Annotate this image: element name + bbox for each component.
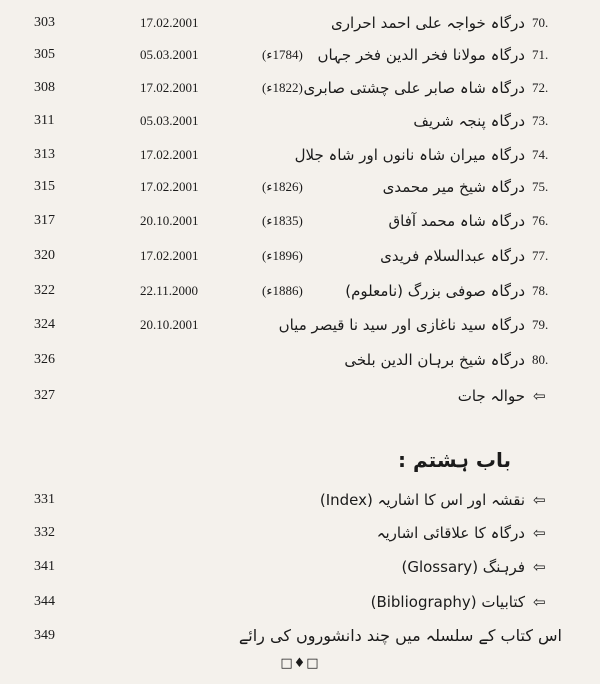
arrow-left-icon: ⇦ — [533, 524, 546, 542]
toc-entry-references — [0, 381, 600, 411]
toc-entry-71 — [0, 40, 600, 70]
page-number: 341 — [34, 559, 55, 574]
page-number: 308 — [34, 80, 55, 95]
entry-title: درگاہ شاہ صابر علی چشتی صابری — [303, 79, 525, 97]
toc-section-item-opinions — [0, 621, 600, 651]
toc-entry-78 — [0, 276, 600, 306]
entry-title: کتابیات (Bibliography) — [370, 593, 525, 611]
entry-date: 17.02.2001 — [140, 248, 199, 263]
page-number: 324 — [34, 317, 55, 332]
section-heading — [398, 448, 511, 472]
entry-date: 20.10.2001 — [140, 213, 199, 228]
entry-title: درگاہ میران شاہ نانوں اور شاہ جلال — [294, 146, 525, 164]
page-number: 349 — [34, 628, 55, 643]
section-colon: : — [398, 448, 406, 472]
entry-number: 73. — [532, 113, 549, 128]
entry-year: (1835ء) — [262, 213, 303, 228]
entry-date: 17.02.2001 — [140, 147, 199, 162]
entry-number: 76. — [532, 213, 549, 228]
toc-entry-76 — [0, 206, 600, 236]
arrow-left-icon: ⇦ — [533, 558, 546, 576]
entry-number: 74. — [532, 147, 549, 162]
page-number: 344 — [34, 594, 55, 609]
page-number: 313 — [34, 147, 55, 162]
arrow-left-icon: ⇦ — [533, 491, 546, 509]
entry-title: درگاہ پنجہ شریف — [413, 112, 525, 130]
toc-entry-79 — [0, 310, 600, 340]
entry-year: (1784ء) — [262, 47, 303, 62]
entry-date: 20.10.2001 — [140, 317, 199, 332]
entry-number: 80. — [532, 352, 549, 367]
entry-number: 70. — [532, 15, 549, 30]
entry-date: 17.02.2001 — [140, 179, 199, 194]
entry-number: 79. — [532, 317, 549, 332]
page-number: 317 — [34, 213, 55, 228]
toc-section-item-regional-index — [0, 518, 600, 548]
entry-date: 17.02.2001 — [140, 15, 199, 30]
page-number: 315 — [34, 179, 55, 194]
entry-date: 05.03.2001 — [140, 113, 199, 128]
page-number: 305 — [34, 47, 55, 62]
entry-title: درگاہ عبدالسلام فریدی — [380, 247, 525, 265]
entry-title: درگاہ سید ناغازی اور سید نا قیصر میاں — [278, 316, 525, 334]
entry-title: نقشہ اور اس کا اشاریہ (Index) — [319, 491, 525, 509]
entry-year: (1896ء) — [262, 248, 303, 263]
arrow-left-icon: ⇦ — [533, 593, 546, 611]
entry-number: 71. — [532, 47, 549, 62]
entry-date: 05.03.2001 — [140, 47, 199, 62]
toc-section-item-glossary — [0, 552, 600, 582]
entry-year: (1826ء) — [262, 179, 303, 194]
entry-title: فرہنگ (Glossary) — [401, 558, 525, 576]
page-number: 322 — [34, 283, 55, 298]
arrow-left-icon: ⇦ — [533, 387, 546, 405]
toc-entry-80 — [0, 345, 600, 375]
page-number: 326 — [34, 352, 55, 367]
entry-title: درگاہ شاہ محمد آفاق — [388, 212, 525, 230]
toc-entry-74 — [0, 140, 600, 170]
entry-title: درگاہ شیخ برہان الدین بلخی — [344, 351, 525, 369]
entry-title: اس کتاب کے سلسلہ میں چند دانشوروں کی رائے — [238, 626, 562, 645]
entry-number: 72. — [532, 80, 549, 95]
toc-entry-72 — [0, 73, 600, 103]
page-number: 332 — [34, 525, 55, 540]
section-title: باب ہشتم — [412, 448, 511, 472]
entry-title: درگاہ خواجہ علی احمد احراری — [330, 14, 525, 32]
entry-number: 75. — [532, 179, 549, 194]
page-number: 327 — [34, 388, 55, 403]
entry-title: درگاہ کا علاقائی اشاریہ — [376, 524, 525, 542]
toc-entry-77 — [0, 241, 600, 271]
entry-date: 22.11.2000 — [140, 283, 199, 298]
entry-title: درگاہ صوفی بزرگ (نامعلوم) — [345, 282, 525, 300]
page-number: 303 — [34, 15, 55, 30]
toc-section-item-index — [0, 485, 600, 515]
toc-entry-75 — [0, 172, 600, 202]
entry-title: درگاہ شیخ میر محمدی — [382, 178, 525, 196]
entry-year: (1822ء) — [262, 80, 303, 95]
toc-entry-73 — [0, 106, 600, 136]
entry-year: (1886ء) — [262, 283, 303, 298]
page-number: 331 — [34, 492, 55, 507]
entry-title: حوالہ جات — [457, 387, 525, 405]
toc-entry-70 — [0, 8, 600, 38]
entry-number: 77. — [532, 248, 549, 263]
toc-section-item-bibliography — [0, 587, 600, 617]
entry-date: 17.02.2001 — [140, 80, 199, 95]
page-number: 311 — [34, 113, 55, 128]
entry-title: درگاہ مولانا فخر الدین فخر جہاں — [317, 46, 525, 64]
footer-ornament-icon: □♦□ — [280, 656, 320, 671]
page-number: 320 — [34, 248, 55, 263]
entry-number: 78. — [532, 283, 549, 298]
